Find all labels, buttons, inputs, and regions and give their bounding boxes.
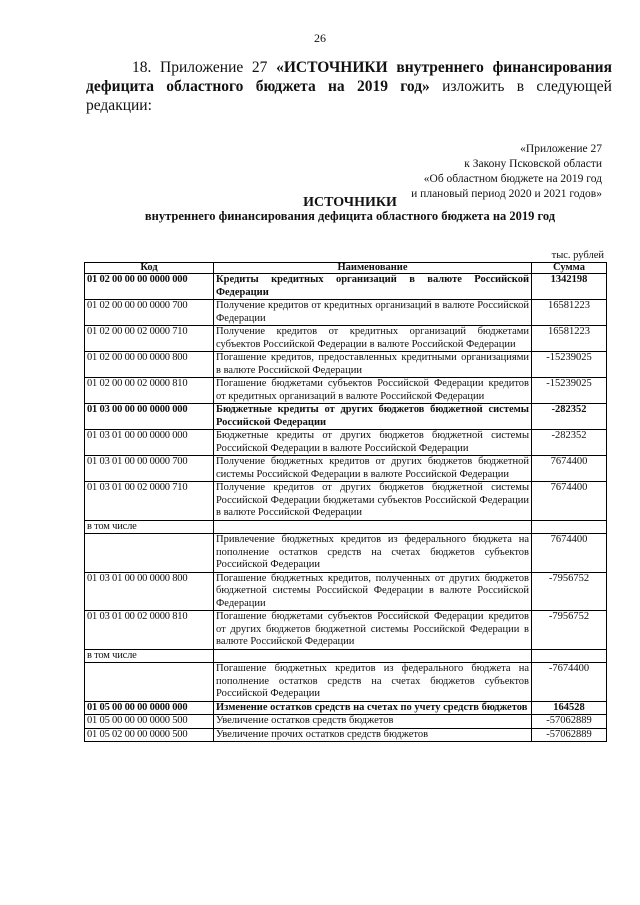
row-code: 01 03 01 00 00 0000 700 xyxy=(85,456,214,482)
row-name: Увеличение прочих остатков средств бюджетов xyxy=(214,728,532,742)
row-name: Изменение остатков средств на счетах по учету средств бюджетов xyxy=(214,701,532,715)
row-note: в том числе xyxy=(85,520,214,534)
row-name: Погашение кредитов, предоставленных кредитными организациями в валюте Российской Федерации xyxy=(214,352,532,378)
row-code: 01 05 00 00 00 0000 500 xyxy=(85,715,214,729)
document-subtitle: внутреннего финансирования дефицита областного бюджета на 2019 год xyxy=(144,209,556,223)
appendix-reference xyxy=(411,142,602,202)
row-sum: -57062889 xyxy=(532,728,607,742)
row-code: 01 02 00 00 00 0000 800 xyxy=(85,352,214,378)
intro-bold: «ИСТОЧНИКИ внутреннего финансирования дефицита областного бюджета на 2019 год» xyxy=(86,59,613,95)
row-name: Бюджетные кредиты от других бюджетов бюджетной системы Российской Федерации в валюте Российской Федерации xyxy=(214,430,532,456)
row-name xyxy=(214,520,532,534)
row-note: в том числе xyxy=(85,649,214,663)
row-name: Увеличение остатков средств бюджетов xyxy=(214,715,532,729)
table-row xyxy=(85,572,607,611)
table-row xyxy=(85,534,607,573)
appendix-line: и плановый период 2020 и 2021 годов» xyxy=(411,188,602,200)
table-row xyxy=(85,611,607,650)
row-sum: -15239025 xyxy=(532,378,607,404)
row-sum: -15239025 xyxy=(532,352,607,378)
table-row xyxy=(85,456,607,482)
row-code: 01 05 02 00 00 0000 500 xyxy=(85,728,214,742)
row-name: Погашение бюджетных кредитов из федерального бюджета на пополнение остатков средств на счетах бюджетов субъектов Российской Федерации xyxy=(214,663,532,702)
row-name: Погашение бюджетами субъектов Российской Федерации кредитов от других бюджетов бюджетной системы Российской Федерации в валюте Российской Федерации xyxy=(214,611,532,650)
table-row xyxy=(85,352,607,378)
document-title: ИСТОЧНИКИ xyxy=(303,195,397,210)
row-sum: 16581223 xyxy=(532,300,607,326)
row-name: Получение кредитов от кредитных организаций в валюте Российской Федерации xyxy=(214,300,532,326)
row-sum: -57062889 xyxy=(532,715,607,729)
row-sum: 7674400 xyxy=(532,456,607,482)
sources-table xyxy=(84,262,607,742)
units-label: тыс. рублей xyxy=(551,250,604,261)
row-sum: 7674400 xyxy=(532,534,607,573)
table-row xyxy=(85,649,607,663)
table-row xyxy=(85,274,607,300)
row-code xyxy=(85,534,214,573)
row-code: 01 02 00 00 02 0000 710 xyxy=(85,326,214,352)
row-code: 01 03 01 00 02 0000 710 xyxy=(85,482,214,521)
row-name: Получение бюджетных кредитов от других бюджетов бюджетной системы Российской Федерации в валюте Российской Федерации xyxy=(214,456,532,482)
row-code: 01 02 00 00 02 0000 810 xyxy=(85,378,214,404)
row-code: 01 02 00 00 00 0000 700 xyxy=(85,300,214,326)
table-row xyxy=(85,300,607,326)
table-row xyxy=(85,378,607,404)
row-code: 01 03 00 00 00 0000 000 xyxy=(85,404,214,430)
row-code: 01 03 01 00 00 0000 000 xyxy=(85,430,214,456)
row-sum: -7674400 xyxy=(532,663,607,702)
row-code: 01 05 00 00 00 0000 000 xyxy=(85,701,214,715)
row-name: Привлечение бюджетных кредитов из федерального бюджета на пополнение остатков средств на счетах бюджетов субъектов Российской Федерации xyxy=(214,534,532,573)
appendix-line: к Закону Псковской области xyxy=(464,158,602,170)
row-code: 01 03 01 00 02 0000 810 xyxy=(85,611,214,650)
row-sum xyxy=(532,520,607,534)
appendix-line: «Приложение 27 xyxy=(520,143,602,155)
table-row xyxy=(85,701,607,715)
table-row xyxy=(85,404,607,430)
intro-lead: 18. Приложение 27 xyxy=(132,59,277,76)
header-code: Код xyxy=(85,263,214,274)
row-sum: 164528 xyxy=(532,701,607,715)
row-code: 01 03 01 00 00 0000 800 xyxy=(85,572,214,611)
row-sum xyxy=(532,649,607,663)
row-name: Бюджетные кредиты от других бюджетов бюджетной системы Российской Федерации xyxy=(214,404,532,430)
intro-paragraph xyxy=(86,58,612,115)
row-code: 01 02 00 00 00 0000 000 xyxy=(85,274,214,300)
header-name: Наименование xyxy=(214,263,532,274)
row-name: Погашение бюджетами субъектов Российской Федерации кредитов от кредитных организаций в валюте Российской Федерации xyxy=(214,378,532,404)
row-name: Получение кредитов от других бюджетов бюджетной системы Российской Федерации бюджетами субъектов Российской Федерации в валюте Российской Федерации xyxy=(214,482,532,521)
page-number: 26 xyxy=(314,31,326,45)
row-name: Получение кредитов от кредитных организаций бюджетами субъектов Российской Федерации в валюте Российской Федерации xyxy=(214,326,532,352)
row-sum: -282352 xyxy=(532,404,607,430)
table-row xyxy=(85,663,607,702)
row-name: Погашение бюджетных кредитов, полученных от других бюджетов бюджетной системы Российской Федерации в валюте Российской Федерации xyxy=(214,572,532,611)
row-sum: -282352 xyxy=(532,430,607,456)
row-name: Кредиты кредитных организаций в валюте Российской Федерации xyxy=(214,274,532,300)
table-body xyxy=(85,274,607,742)
table-row xyxy=(85,520,607,534)
table-row xyxy=(85,728,607,742)
row-code xyxy=(85,663,214,702)
table-header-row xyxy=(85,263,607,274)
appendix-line: «Об областном бюджете на 2019 год xyxy=(423,173,602,185)
row-sum: 1342198 xyxy=(532,274,607,300)
row-sum: 7674400 xyxy=(532,482,607,521)
row-sum: -7956752 xyxy=(532,572,607,611)
table-row xyxy=(85,430,607,456)
intro-tail: изложить в следующей редакции: xyxy=(86,78,612,114)
row-sum: -7956752 xyxy=(532,611,607,650)
header-sum: Сумма xyxy=(532,263,607,274)
row-sum: 16581223 xyxy=(532,326,607,352)
table-row xyxy=(85,482,607,521)
row-name xyxy=(214,649,532,663)
table-row xyxy=(85,326,607,352)
table-row xyxy=(85,715,607,729)
